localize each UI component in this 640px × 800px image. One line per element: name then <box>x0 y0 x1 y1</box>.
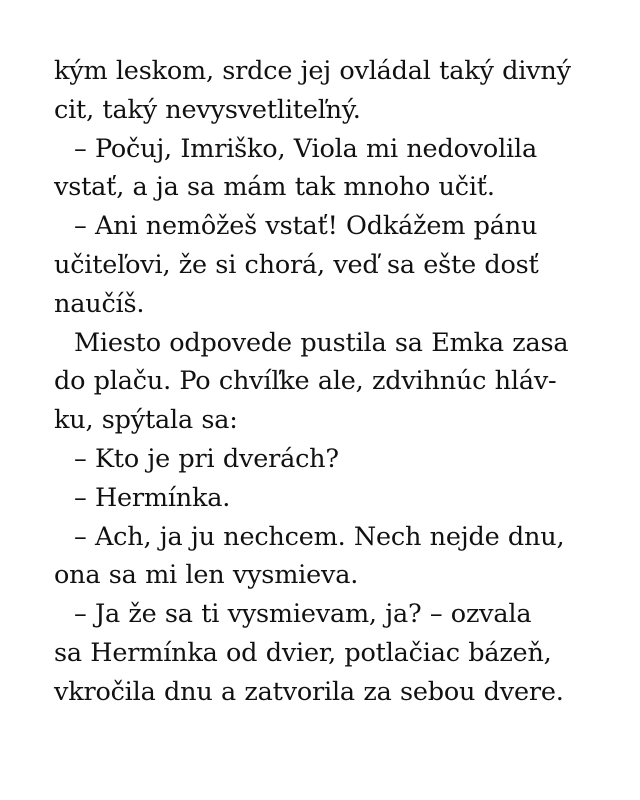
text-line: cit, taký nevysvetliteľný. <box>54 94 361 125</box>
text-line: učiteľovi, že si chorá, veď sa ešte dosť <box>54 249 539 280</box>
text-line: – Ani nemôžeš vstať! Odkážem pánu <box>74 211 538 242</box>
text-line: sa Hermínka od dvier, potlačiac bázeň, <box>54 637 552 668</box>
text-line: – Hermínka. <box>74 482 231 513</box>
text-line: kým leskom, srdce jej ovládal taký divný <box>54 56 571 86</box>
text-line: do plaču. Po chvíľke ale, zdvihnúc hláv- <box>54 366 557 397</box>
text-line: Miesto odpovede pustila sa Emka zasa <box>74 327 569 358</box>
text-line: – Kto je pri dverách? <box>74 443 339 474</box>
book-text <box>54 52 614 712</box>
text-line: ona sa mi len vysmieva. <box>54 560 359 591</box>
text-line: – Ach, ja ju nechcem. Nech nejde dnu, <box>74 521 565 552</box>
text-line: vkročila dnu a zatvorila za sebou dvere. <box>54 676 564 707</box>
text-line: – Ja že sa ti vysmievam, ja? – ozvala <box>74 599 532 630</box>
text-line: ku, spýtala sa: <box>54 405 238 436</box>
text-line: naučíš. <box>54 288 145 319</box>
text-line: – Počuj, Imriško, Viola mi nedovolila <box>74 133 537 164</box>
text-line: vstať, a ja sa mám tak mnoho učiť. <box>54 172 495 203</box>
